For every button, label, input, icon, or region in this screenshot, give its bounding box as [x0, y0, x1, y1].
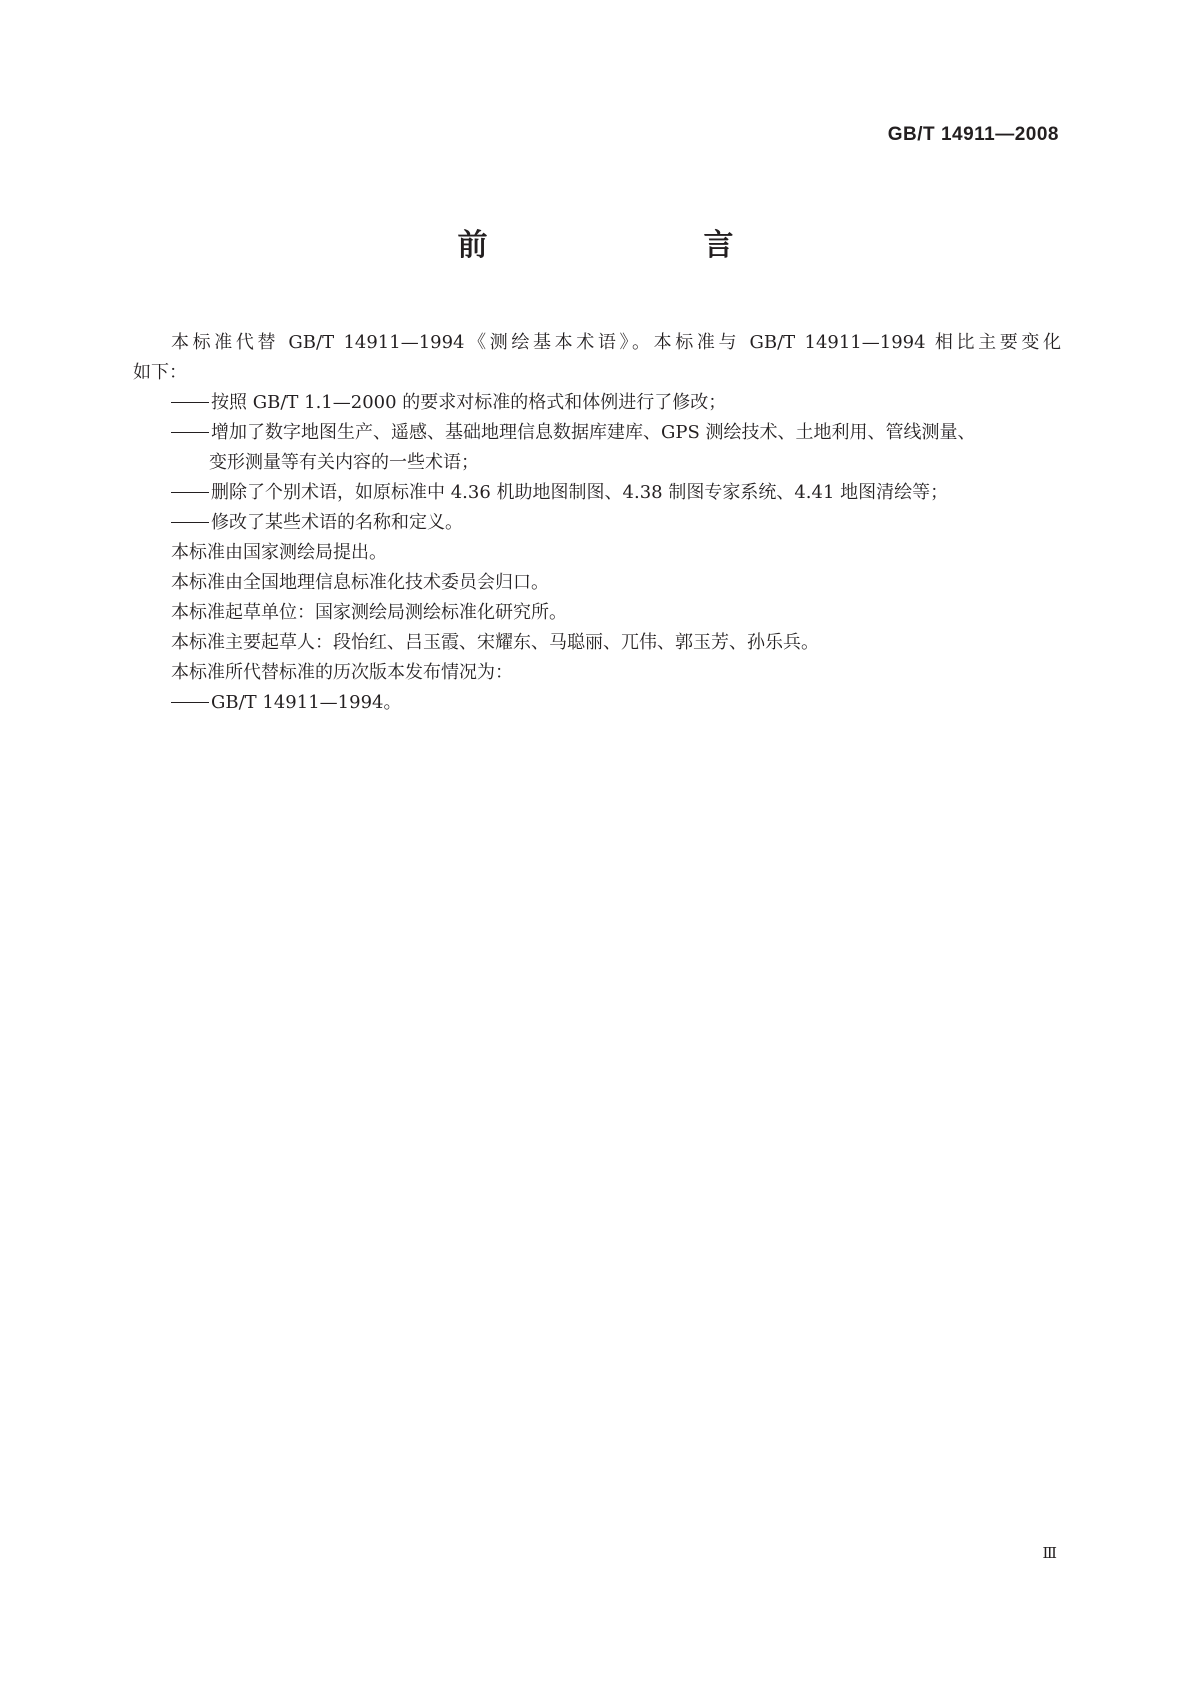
- history-item-text: GB/T 14911—1994。: [211, 692, 402, 713]
- change-item-text: 修改了某些术语的名称和定义。: [211, 512, 463, 533]
- preface-body: [133, 328, 1061, 718]
- dash-mark: [171, 522, 209, 523]
- drafting-unit-statement: 本标准起草单位：国家测绘局测绘标准化研究所。: [171, 602, 567, 623]
- history-item-1: [133, 688, 1061, 718]
- intro-paragraph-line1: 本标准代替 GB/T 14911—1994《测绘基本术语》。本标准与 GB/T 14911—1994 相比主要变化: [171, 332, 1061, 353]
- page-number: Ⅲ: [1042, 1544, 1056, 1562]
- history-intro-statement: 本标准所代替标准的历次版本发布情况为：: [171, 662, 513, 683]
- centralized-by-statement: 本标准由全国地理信息标准化技术委员会归口。: [171, 572, 549, 593]
- change-item-text: 按照 GB/T 1.1—2000 的要求对标准的格式和体例进行了修改；: [211, 392, 727, 413]
- change-item-2-continuation: 变形测量等有关内容的一些术语；: [209, 452, 479, 473]
- change-item-1: [133, 388, 1061, 418]
- intro-paragraph-line2: 如下：: [133, 362, 187, 383]
- change-item-3: [133, 478, 1061, 508]
- proposed-by-statement: 本标准由国家测绘局提出。: [171, 542, 387, 563]
- page-title: 前 言: [457, 228, 786, 263]
- standard-code: GB/T 14911—2008: [887, 124, 1059, 145]
- drafters-statement: 本标准主要起草人：段怡红、吕玉霞、宋耀东、马聪丽、兀伟、郭玉芳、孙乐兵。: [171, 632, 819, 653]
- change-item-4: [133, 508, 1061, 538]
- dash-mark: [171, 492, 209, 493]
- dash-mark: [171, 402, 209, 403]
- change-item-2: [133, 418, 1061, 448]
- dash-mark: [171, 702, 209, 703]
- change-item-text: 删除了个别术语，如原标准中 4.36 机助地图制图、4.38 制图专家系统、4.41 地图清绘等；: [211, 482, 949, 503]
- dash-mark: [171, 432, 209, 433]
- change-item-text: 增加了数字地图生产、遥感、基础地理信息数据库建库、GPS 测绘技术、土地利用、管线测量、: [211, 422, 976, 443]
